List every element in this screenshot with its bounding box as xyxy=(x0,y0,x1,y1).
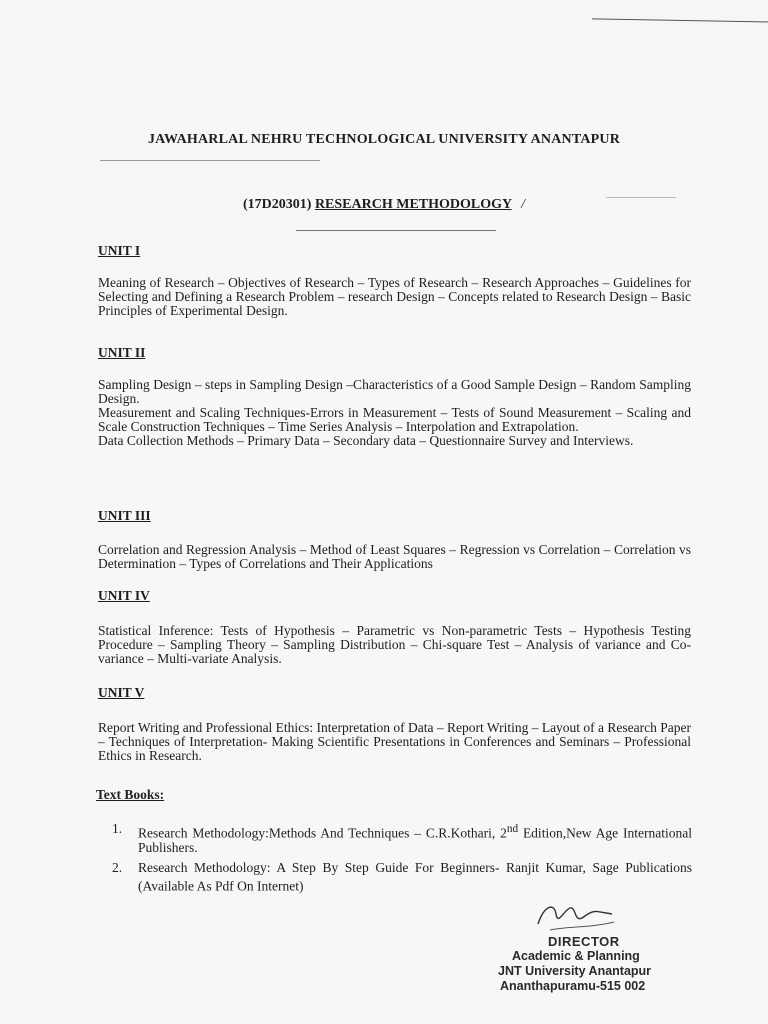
unit-2-paragraph-3: Data Collection Methods – Primary Data – Secondary data – Questionnaire Survey and Interviews. xyxy=(98,433,634,448)
unit-5-content xyxy=(98,721,691,763)
stamp-line-2: JNT University Anantapur xyxy=(498,964,652,978)
text-book-title-part: Research Methodology: A Step By Step Guide For Beginners- Ranjit Kumar, Sage Publications (Available As Pdf On Internet) xyxy=(138,859,692,893)
unit-1-paragraph: Meaning of Research – Objectives of Research – Types of Research – Research Approaches – Guidelines for Selecting and Defining a Research Problem – research Design – Concepts related to Research Design – Basic Principles of Experimental Design. xyxy=(98,275,691,318)
stamp-line-3: Ananthapuramu-515 002 xyxy=(500,979,646,993)
university-title: JAWAHARLAL NEHRU TECHNOLOGICAL UNIVERSITY ANANTAPUR xyxy=(147,132,620,147)
text-book-item xyxy=(112,822,692,855)
text-book-number: 1. xyxy=(112,821,123,836)
stamp-line-1: Academic & Planning xyxy=(512,949,640,963)
director-stamp xyxy=(486,896,746,994)
text-books-list xyxy=(112,822,692,899)
unit-1-heading: UNIT I xyxy=(98,243,141,258)
text-book-item xyxy=(112,861,692,894)
scan-line-title xyxy=(100,160,320,161)
text-books-heading: Text Books: xyxy=(96,787,165,802)
unit-2-paragraph-2: Measurement and Scaling Techniques-Errors in Measurement – Tests of Sound Measurement – Scaling and Scale Construction Techniques – Time Series Analysis – Interpolation and Extrapolation. xyxy=(98,405,691,434)
scan-line-top-right xyxy=(592,18,768,22)
unit-4-content xyxy=(98,624,691,666)
unit-3-paragraph: Correlation and Regression Analysis – Method of Least Squares – Regression vs Correlation – Correlation vs Determination – Types of Correlations and Their Applications xyxy=(98,542,691,571)
unit-2-content xyxy=(98,378,691,448)
unit-1-content xyxy=(98,276,691,318)
unit-3-heading: UNIT III xyxy=(98,508,151,523)
text-book-title-part: Research Methodology:Methods And Techniques – C.R.Kothari, 2 xyxy=(138,825,507,841)
unit-4-heading: UNIT IV xyxy=(98,588,150,603)
unit-2-heading: UNIT II xyxy=(98,345,146,360)
stamp-title: DIRECTOR xyxy=(548,934,620,949)
course-mark: / xyxy=(521,197,525,212)
text-book-superscript: nd xyxy=(506,823,519,835)
course-code: (17D20301) xyxy=(243,197,312,212)
scan-line-course xyxy=(296,230,496,231)
unit-4-paragraph: Statistical Inference: Tests of Hypothesis – Parametric vs Non-parametric Tests – Hypothesis Testing Procedure – Sampling Theory – Sampling Distribution – Chi-square Test – Analysis of variance and Co-variance – Multi-variate Analysis. xyxy=(98,623,691,666)
unit-5-paragraph: Report Writing and Professional Ethics: Interpretation of Data – Report Writing – Layout of a Research Paper – Techniques of Interpretation- Making Scientific Presentations in Conferences and Seminars – Professional Ethics in Research. xyxy=(98,720,692,763)
course-title xyxy=(0,197,768,213)
unit-3-content xyxy=(98,543,691,571)
course-name: RESEARCH METHODOLOGY xyxy=(314,197,512,212)
unit-5-heading: UNIT V xyxy=(98,685,145,700)
text-book-title-rest: Edition,New Age International Publishers. xyxy=(138,825,692,855)
unit-2-paragraph-1: Sampling Design – steps in Sampling Design –Characteristics of a Good Sample Design – Random Sampling Design. xyxy=(98,377,691,406)
text-book-number: 2. xyxy=(112,859,123,875)
